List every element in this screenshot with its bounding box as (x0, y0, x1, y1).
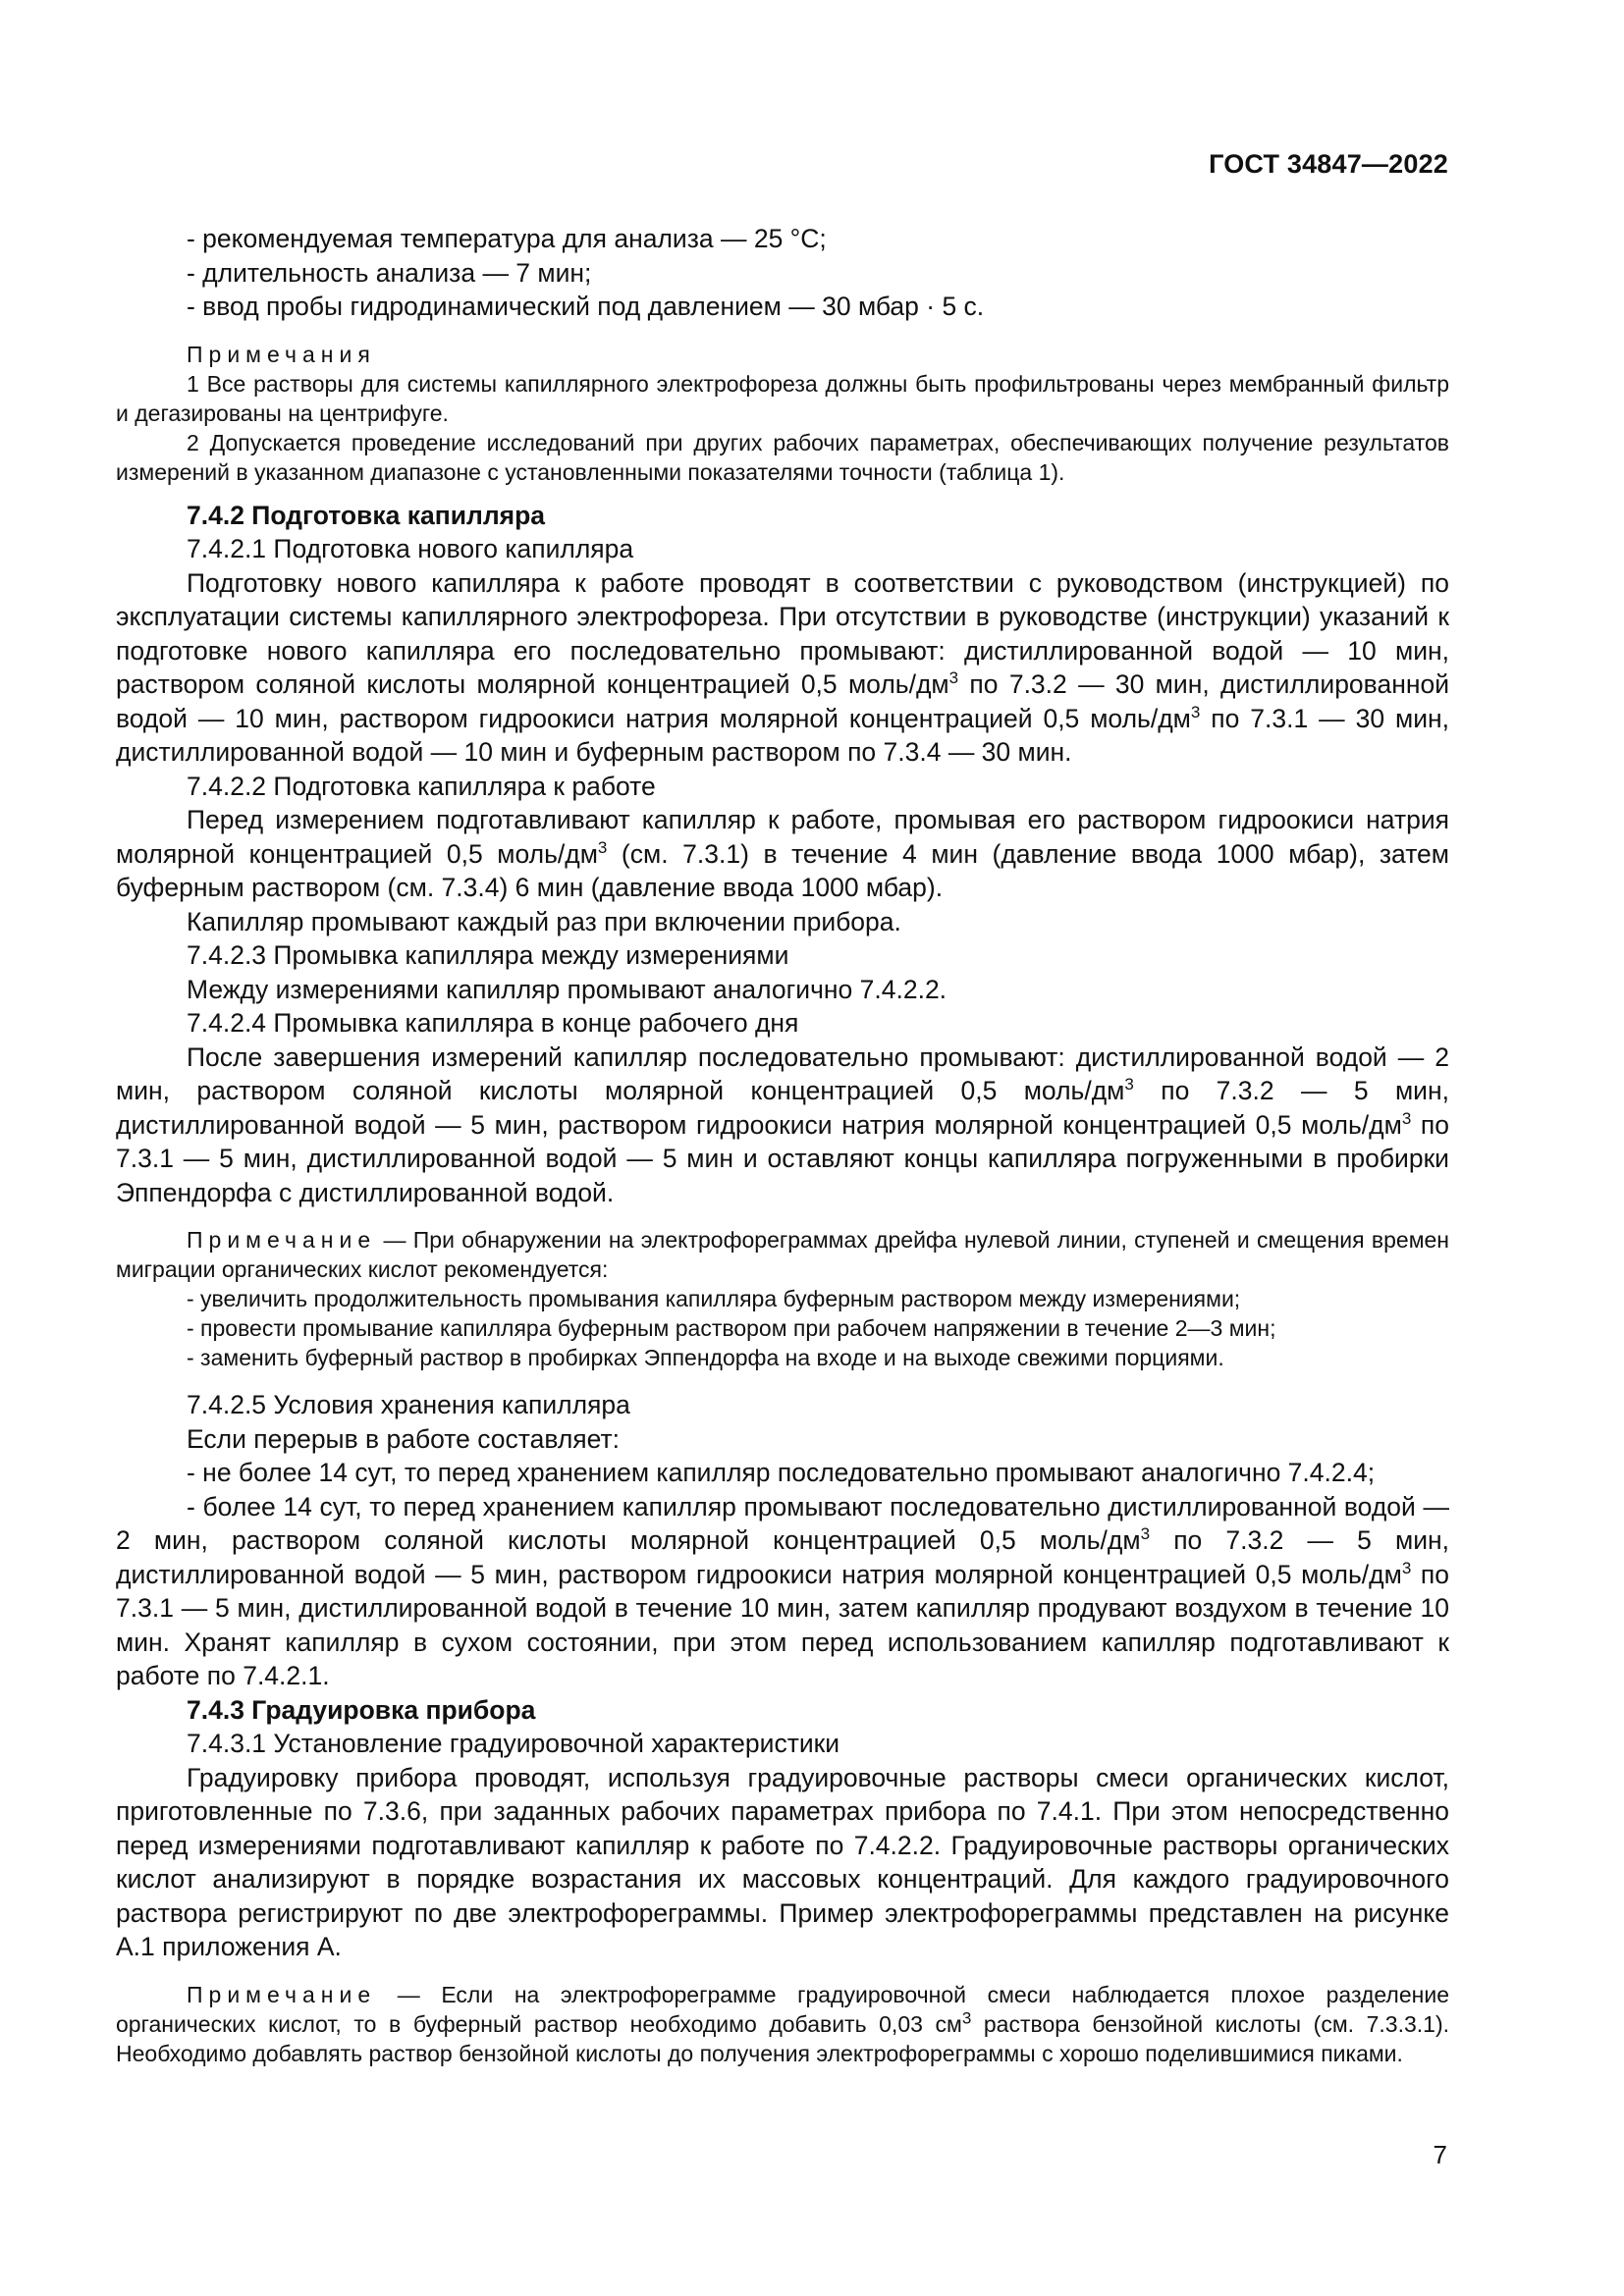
section-heading-7-4-2: 7.4.2 Подготовка капилляра (187, 500, 546, 530)
note-2: 2 Допускается проведение исследований при других рабочих параметрах, обеспечивающих получение результатов измерений в указанном диапазоне с установленными показателями точности (таблица 1). (116, 429, 1449, 485)
paragraph-calibration: Градуировку прибора проводят, используя градуировочные растворы смеси органических кислот, приготовленные по 7.3.6, при заданных рабочих параметрах прибора по 7.4.1. При этом непосредственно перед измерениями подготавливают капилляр к работе по 7.4.2.2. Градуировочные растворы органических кислот анализируют в порядке возрастания их массовых концентраций. Для каждого градуировочного раствора регистрируют по две электрофореграммы. Пример электрофореграммы представлен на рисунке А.1 приложения А. (116, 1762, 1449, 1961)
subsection-title-7-4-2-3: 7.4.2.3 Промывка капилляра между измерениями (187, 940, 789, 970)
note-separation: Примечание — Если на электрофореграмме градуировочной смеси наблюдается плохое разделение органических кислот, то в буферный раствор необходимо добавить 0,03 $см^3$ раствора бензойной кислоты (см. 7.3.3.1). Необходимо добавлять раствор бензойной кислоты до получения электрофореграммы с хорошо поделившимися пиками. (116, 1981, 1449, 2066)
page-content (116, 222, 1449, 2068)
paragraph-storage-short: - не более 14 сут, то перед хранением капилляр последовательно промывают аналогично 7.4.2.4; (187, 1458, 1376, 1487)
param-temperature: - рекомендуемая температура для анализа — 25 °C; (187, 224, 827, 253)
paragraph-storage-intro: Если перерыв в работе составляет: (187, 1423, 620, 1454)
subsection-title-7-4-3-1: 7.4.3.1 Установление градуировочной характеристики (187, 1729, 840, 1758)
section-heading-7-4-3: 7.4.3 Градуировка прибора (187, 1694, 536, 1725)
standard-code: ГОСТ 34847—2022 (1209, 149, 1448, 179)
param-injection: - ввод пробы гидродинамический под давлением — 30 мбар · 5 с. (187, 292, 985, 321)
paragraph-storage-long: - более 14 сут, то перед хранением капилляр промывают последовательно дистиллированной водой — 2 мин, раствором соляной кислоты молярной концентрацией 0,5 моль/$дм^3$ по 7.3.2 — 5 мин, дистиллированной водой — 5 мин, раствором гидроокиси натрия молярной концентрацией 0,5 моль/$дм^3$ по 7.3.1 — 5 мин, дистиллированной водой в течение 10 мин, затем капилляр продувают воздухом в течение 10 мин. Хранят капилляр в сухом состоянии, при этом перед использованием капилляр подготавливают к работе по 7.4.2.1. (116, 1491, 1449, 1690)
paragraph-flush-on-start: Капилляр промывают каждый раз при включении прибора. (187, 906, 901, 936)
note-block-drift (116, 1225, 1449, 1372)
param-duration: - длительность анализа — 7 мин; (187, 257, 592, 288)
note-item: - провести промывание капилляра буферным раствором при рабочем напряжении в течение 2—3 мин; (187, 1315, 1276, 1341)
note-item: - заменить буферный раствор в пробирках Эппендорфа на входе и на выходе свежими порциями. (187, 1345, 1224, 1370)
note-1: 1 Все растворы для системы капиллярного электрофореза должны быть профильтрованы через мембранный фильтр и дегазированы на центрифуге. (116, 370, 1449, 426)
paragraph-new-capillary: Подготовку нового капилляра к работе проводят в соответствии с руководством (инструкцией) по эксплуатации системы капиллярного электрофореза. При отсутствии в руководстве (инструкции) указаний к подготовке нового капилляра его последовательно промывают: дистиллированной водой — 10 мин, раствором соляной кислоты молярной концентрацией 0,5 моль/$дм^3$ по 7.3.2 — 30 мин, дистиллированной водой — 10 мин, раствором гидроокиси натрия молярной концентрацией 0,5 моль/$дм^3$ по 7.3.1 — 30 мин, дистиллированной водой — 10 мин и буферным раствором по 7.3.4 — 30 мин. (116, 567, 1449, 767)
subsection-title-7-4-2-4: 7.4.2.4 Промывка капилляра в конце рабочего дня (187, 1008, 799, 1038)
note-drift: Примечание — При обнаружении на электрофореграммах дрейфа нулевой линии, ступеней и смещения времен миграции органических кислот рекомендуется: (116, 1227, 1449, 1282)
notes-title: Примечания (187, 341, 376, 367)
note-block-separation (116, 1980, 1449, 2068)
subsection-title-7-4-2-2: 7.4.2.2 Подготовка капилляра к работе (187, 771, 656, 801)
subsection-title-7-4-2-5: 7.4.2.5 Условия хранения капилляра (187, 1390, 630, 1419)
note-item: - увеличить продолжительность промывания капилляра буферным раствором между измерениями; (187, 1286, 1241, 1311)
paragraph-prepare-capillary: Перед измерением подготавливают капилляр к работе, промывая его раствором гидроокиси натрия молярной концентрацией 0,5 моль/$дм^3$ (см. 7.3.1) в течение 4 мин (давление ввода 1000 мбар), затем буферным раствором (см. 7.3.4) 6 мин (давление ввода 1000 мбар). (116, 805, 1449, 902)
notes-block (116, 340, 1449, 487)
subsection-title-7-4-2-1: 7.4.2.1 Подготовка нового капилляра (187, 534, 634, 563)
page-number: 7 (1433, 2140, 1447, 2169)
paragraph-between-measurements: Между измерениями капилляр промывают аналогично 7.4.2.2. (187, 974, 947, 1004)
paragraph-end-of-day: После завершения измерений капилляр последовательно промывают: дистиллированной водой — 2 мин, раствором соляной кислоты молярной концентрацией 0,5 моль/$дм^3$ по 7.3.2 — 5 мин, дистиллированной водой — 5 мин, раствором гидроокиси натрия молярной концентрацией 0,5 моль/$дм^3$ по 7.3.1 — 5 мин, дистиллированной водой — 5 мин и оставляют концы капилляра погруженными в пробирки Эппендорфа с дистиллированной водой. (116, 1041, 1449, 1207)
